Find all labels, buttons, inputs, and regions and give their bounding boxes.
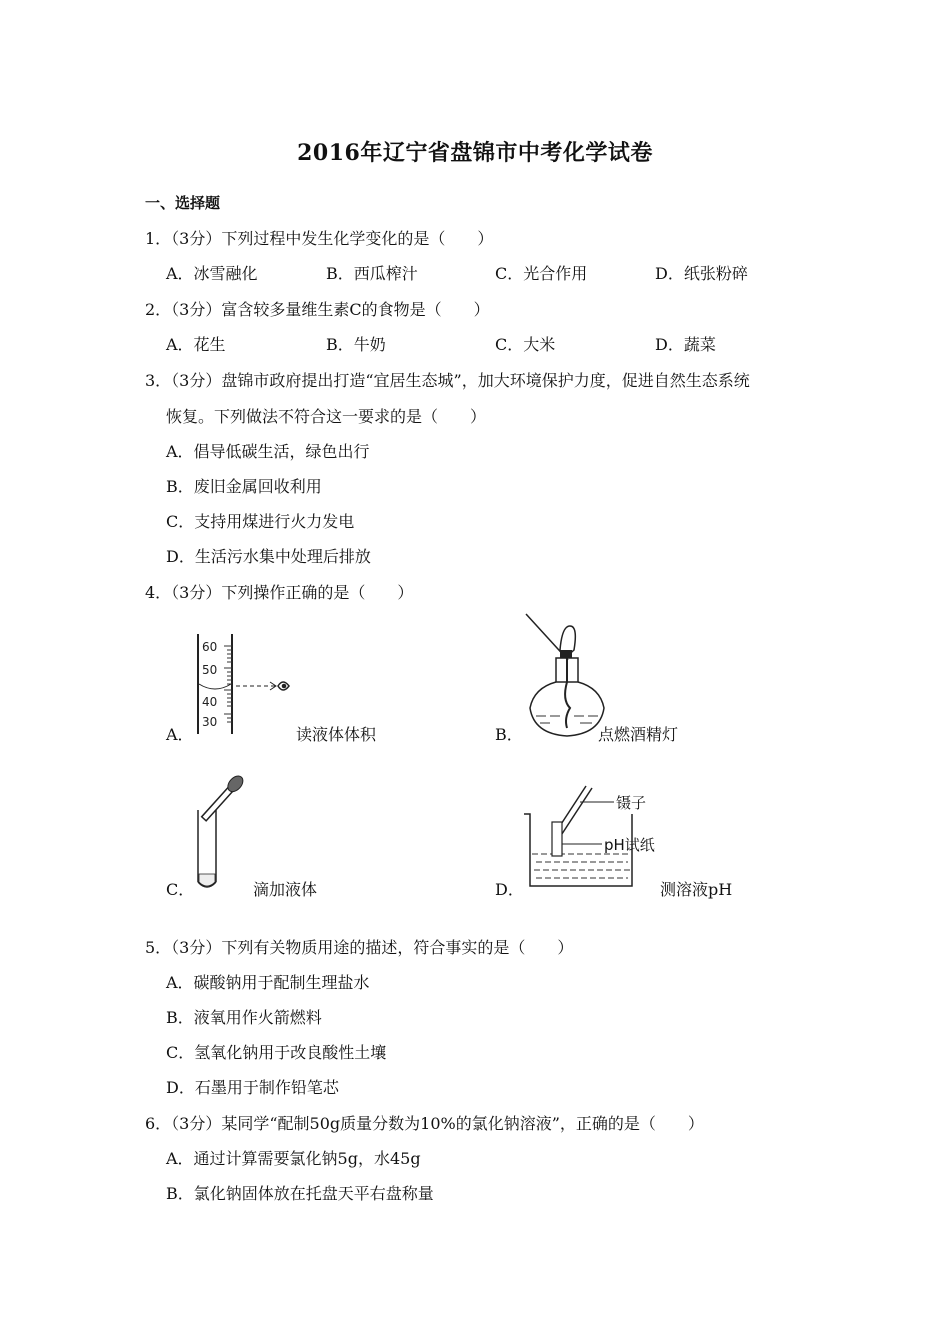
q5-option-c: C．氢氧化钠用于改良酸性土壤	[166, 1043, 387, 1062]
question-3-stem-line1: 3．（3分）盘锦市政府提出打造“宜居生态城”，加大环境保护力度，促进自然生态系统	[145, 371, 750, 390]
question-1-stem: 1．（3分）下列过程中发生化学变化的是（ ）	[145, 229, 494, 248]
q5-option-d: D．石墨用于制作铅笔芯	[166, 1078, 339, 1097]
cylinder-tick-label: 60	[202, 640, 218, 654]
q6-option-a: A．通过计算需要氯化钠5g，水45g	[166, 1149, 421, 1168]
q2-option-b: B．牛奶	[326, 335, 386, 354]
tweezers-label: 镊子	[616, 794, 647, 812]
question-2-stem: 2．（3分）富含较多量维生素C的食物是（ ）	[145, 300, 490, 319]
question-5-stem: 5．（3分）下列有关物质用途的描述，符合事实的是（ ）	[145, 938, 574, 957]
q1-option-a: A．冰雪融化	[166, 264, 258, 283]
cylinder-tick-label: 30	[202, 715, 218, 729]
q4-option-b-caption: 点燃酒精灯	[598, 725, 679, 744]
question-6-stem: 6．（3分）某同学“配制50g质量分数为10%的氯化钠溶液”，正确的是（ ）	[145, 1114, 704, 1133]
q1-option-c: C．光合作用	[495, 264, 588, 283]
figure-read-cylinder	[192, 632, 302, 742]
figure-dropper-test-tube	[190, 770, 260, 895]
q2-option-c: C．大米	[495, 335, 556, 354]
cylinder-tick-label: 40	[202, 695, 218, 709]
q6-option-b: B．氯化钠固体放在托盘天平右盘称量	[166, 1184, 434, 1203]
q2-option-d: D．蔬菜	[655, 335, 716, 354]
q4-option-c-caption: 滴加液体	[253, 880, 318, 899]
q3-option-c: C．支持用煤进行火力发电	[166, 512, 355, 531]
q5-option-a: A．碳酸钠用于配制生理盐水	[166, 973, 370, 992]
q4-option-c-letter: C．	[166, 880, 195, 899]
q4-option-b-letter: B．	[495, 725, 523, 744]
q3-option-d: D．生活污水集中处理后排放	[166, 547, 371, 566]
figure-alcohol-lamp	[520, 610, 610, 740]
exam-title: 2016年辽宁省盘锦市中考化学试卷	[297, 140, 653, 166]
q4-option-d-letter: D．	[495, 880, 524, 899]
q4-option-a-letter: A．	[166, 725, 194, 744]
q3-option-b: B．废旧金属回收利用	[166, 477, 322, 496]
q2-option-a: A．花生	[166, 335, 226, 354]
q4-option-d-caption: 测溶液pH	[660, 880, 733, 899]
figure-ph-measurement	[518, 780, 668, 892]
q3-option-a: A．倡导低碳生活，绿色出行	[166, 442, 370, 461]
section-heading: 一、选择题	[145, 194, 221, 212]
q4-option-a-caption: 读液体体积	[296, 725, 377, 744]
cylinder-tick-label: 50	[202, 663, 218, 677]
q1-option-d: D．纸张粉碎	[655, 264, 748, 283]
q5-option-b: B．液氧用作火箭燃料	[166, 1008, 322, 1027]
question-4-stem: 4．（3分）下列操作正确的是（ ）	[145, 583, 414, 602]
question-3-stem-line2: 恢复。下列做法不符合这一要求的是（ ）	[166, 407, 487, 426]
q1-option-b: B．西瓜榨汁	[326, 264, 418, 283]
ph-paper-label: pH试纸	[604, 836, 655, 854]
